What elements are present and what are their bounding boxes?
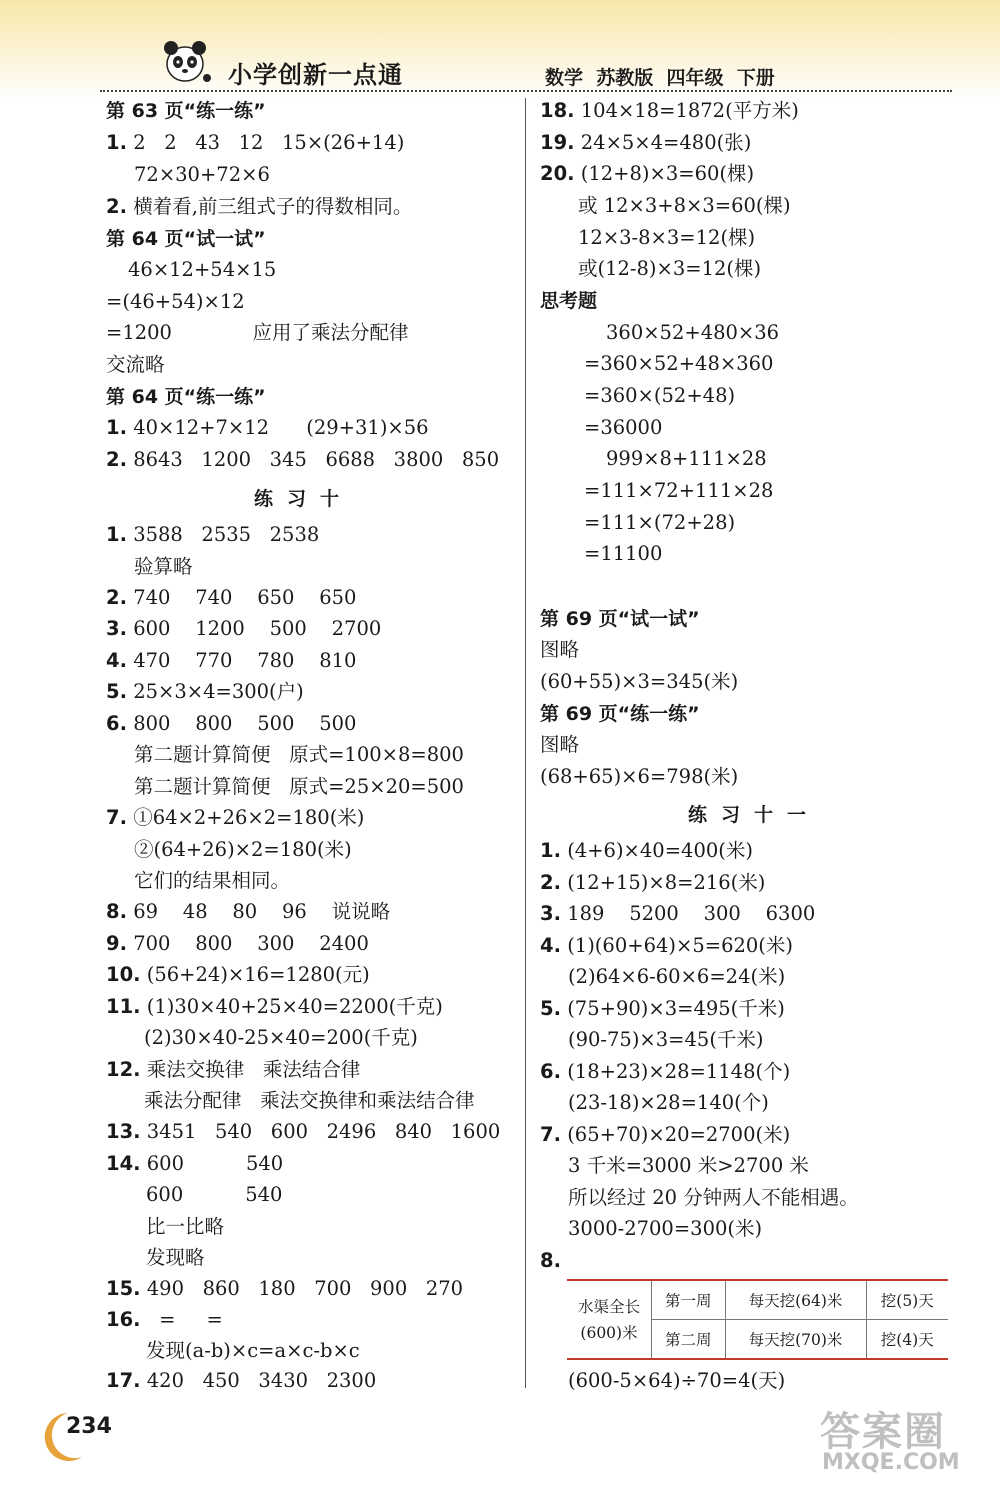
answer-line [540, 931, 793, 961]
item-number: 20. [540, 162, 575, 185]
panda-mascot-icon [155, 34, 215, 86]
section-heading: 第 64 页“试一试” [106, 228, 266, 250]
answer-line [540, 899, 815, 929]
answer-line [540, 96, 799, 126]
answer-line [106, 192, 412, 222]
answer-line [106, 1305, 223, 1335]
answer-line [106, 1055, 360, 1085]
answer-line [106, 1366, 376, 1396]
answer-line: =36000 [584, 416, 663, 439]
answer-line: =(46+54)×12 [106, 290, 245, 313]
answer-line: 发现略 [146, 1246, 205, 1269]
header-divider [100, 90, 952, 92]
answer-line [106, 445, 499, 475]
section-heading: 第 63 页“练一练” [106, 100, 266, 122]
table-cell: 每天挖(70)米 [725, 1320, 866, 1360]
answer-line: 600 540 [146, 1183, 283, 1206]
item-number: 1. [106, 523, 127, 546]
answer-line: 比一比略 [146, 1215, 225, 1238]
answer-line: =360×52+48×360 [584, 352, 774, 375]
answer-line: 72×30+72×6 [134, 163, 270, 186]
answer-line [540, 868, 765, 898]
answer-line [106, 583, 356, 613]
item-number: 6. [106, 712, 127, 735]
answer-text: 740 740 650 650 [133, 586, 357, 609]
table-cell: 第二周 [652, 1320, 726, 1360]
item-number: 2. [106, 586, 127, 609]
table-cell [567, 1280, 652, 1359]
item-number: 2. [106, 195, 127, 218]
answer-line [106, 960, 370, 990]
answer-text: 490 860 180 700 900 270 [146, 1277, 464, 1300]
answer-line [540, 128, 751, 158]
table-cell: 挖(4)天 [866, 1320, 948, 1360]
answer-text: (65+70)×20=2700(米) [567, 1123, 791, 1146]
item-number: 1. [106, 416, 127, 439]
answer-line: (60+55)×3=345(米) [540, 670, 739, 693]
answer-line [106, 803, 364, 833]
answer-text: 24×5×4=480(张) [580, 131, 752, 154]
table-cell: 每天挖(64)米 [725, 1280, 866, 1320]
answer-text: 横着看,前三组式子的得数相同。 [133, 195, 413, 218]
answer-line: 第二题计算简便 原式=100×8=800 [134, 743, 464, 766]
answer-line: (90-75)×3=45(千米) [568, 1028, 764, 1051]
answer-text: (18+23)×28=1148(个) [567, 1060, 791, 1083]
answer-text: 800 800 500 500 [133, 712, 357, 735]
header-band [0, 0, 1000, 100]
answer-line [106, 520, 319, 550]
answer-text: (12+8)×3=60(棵) [580, 162, 755, 185]
answer-text: 420 450 3430 2300 [146, 1369, 377, 1392]
answer-line: =360×(52+48) [584, 384, 736, 407]
exercise-title: 练习十一 [688, 804, 821, 826]
canal-table [567, 1279, 948, 1360]
answer-text: 600 540 [146, 1152, 284, 1175]
answer-text: 700 800 300 2400 [133, 932, 369, 955]
series-title: 小学创新一点通 [228, 61, 403, 89]
answer-line [106, 992, 443, 1022]
answer-line [106, 929, 369, 959]
answer-line [106, 897, 390, 927]
item-number: 1. [106, 131, 127, 154]
answer-line: =11100 [584, 542, 663, 565]
answer-line: =1200 应用了乘法分配律 [106, 321, 409, 344]
answer-text: (1)30×40+25×40=2200(千克) [146, 995, 443, 1018]
answer-line [106, 646, 356, 676]
answer-line: 所以经过 20 分钟两人不能相遇。 [568, 1186, 859, 1209]
section-heading: 第 64 页“练一练” [106, 386, 266, 408]
answer-text: 3451 540 600 2496 840 1600 [146, 1120, 501, 1143]
answer-text: (1)(60+64)×5=620(米) [567, 934, 794, 957]
answer-line: 第二题计算简便 原式=25×20=500 [134, 775, 464, 798]
item-number: 5. [540, 997, 561, 1020]
answer-line [106, 709, 356, 739]
item-number: 7. [106, 806, 127, 829]
item-number: 10. [106, 963, 141, 986]
answer-text: (75+90)×3=495(千米) [567, 997, 785, 1020]
item-number: 14. [106, 1152, 141, 1175]
table-row [567, 1280, 948, 1320]
answer-line: (2)30×40-25×40=200(千克) [144, 1026, 418, 1049]
item-number: 16. [106, 1308, 141, 1331]
answer-line: 交流略 [106, 353, 165, 376]
answer-text: = = [159, 1308, 223, 1331]
answer-line [106, 128, 404, 158]
watermark: 答案圈 [820, 1409, 946, 1455]
answer-line [106, 1274, 463, 1304]
item-number: 3. [540, 902, 561, 925]
section-heading: 第 69 页“练一练” [540, 703, 700, 725]
table-cell: 挖(5)天 [866, 1280, 948, 1320]
answer-line: 它们的结果相同。 [134, 869, 291, 892]
answer-line [540, 159, 754, 189]
answer-text: 8643 1200 345 6688 3800 850 [133, 448, 500, 471]
item-number: 7. [540, 1123, 561, 1146]
answer-line [106, 1149, 283, 1179]
answer-line [540, 836, 753, 866]
answer-line: ②(64+26)×2=180(米) [134, 838, 352, 861]
item-number: 13. [106, 1120, 141, 1143]
answer-text: 600 1200 500 2700 [133, 617, 382, 640]
canal-length-label: 水渠全长 [577, 1297, 640, 1316]
answer-text: (56+24)×16=1280(元) [146, 963, 370, 986]
answer-line: (23-18)×28=140(个) [568, 1091, 769, 1114]
answer-line: 或(12-8)×3=12(棵) [578, 257, 762, 280]
item-number: 11. [106, 995, 141, 1018]
answer-text: ①64×2+26×2=180(米) [133, 806, 365, 829]
answer-line: 乘法分配律 乘法交换律和乘法结合律 [144, 1089, 475, 1112]
answer-line [106, 413, 429, 443]
answer-line: 3000-2700=300(米) [568, 1217, 763, 1240]
section-heading: 第 69 页“试一试” [540, 608, 700, 630]
item-number: 9. [106, 932, 127, 955]
answer-line: 999×8+111×28 [606, 447, 767, 470]
answer-line: (2)64×6-60×6=24(米) [568, 965, 786, 988]
answer-line [106, 614, 381, 644]
exercise-title: 练习十 [254, 488, 354, 510]
answer-line: =111×72+111×28 [584, 479, 774, 502]
answer-text: 40×12+7×12 (29+31)×56 [133, 416, 429, 439]
item-number: 5. [106, 680, 127, 703]
item-number: 2. [106, 448, 127, 471]
answer-line [540, 1120, 790, 1150]
answer-line [106, 1117, 500, 1147]
canal-length-value: (600)米 [580, 1323, 638, 1342]
answer-line: =111×(72+28) [584, 511, 736, 534]
answer-line [540, 994, 785, 1024]
item-number: 18. [540, 99, 575, 122]
book-info: 数学 苏教版 四年级 下册 [545, 67, 775, 89]
answer-line [540, 1246, 561, 1276]
table-cell: 第一周 [652, 1280, 726, 1320]
answer-line: 发现(a-b)×c=a×c-b×c [146, 1339, 360, 1362]
answer-line: 验算略 [134, 555, 193, 578]
item-number: 2. [540, 871, 561, 894]
item-number: 1. [540, 839, 561, 862]
answer-text: (4+6)×40=400(米) [567, 839, 753, 862]
column-divider [525, 98, 526, 1388]
answer-line: (68+65)×6=798(米) [540, 765, 739, 788]
page-number: 234 [66, 1414, 112, 1439]
answer-text: 189 5200 300 6300 [567, 902, 816, 925]
answer-text: 470 770 780 810 [133, 649, 357, 672]
answer-line: 或 12×3+8×3=60(棵) [578, 194, 791, 217]
section-heading: 思考题 [540, 290, 598, 312]
item-number: 6. [540, 1060, 561, 1083]
answer-line: 3 千米=3000 米>2700 米 [568, 1154, 809, 1177]
answer-text: 104×18=1872(平方米) [580, 99, 799, 122]
answer-line: 图略 [540, 733, 580, 756]
answer-line [106, 677, 304, 707]
answer-line: 46×12+54×15 [128, 258, 277, 281]
answer-text: 乘法交换律 乘法结合律 [146, 1058, 361, 1081]
answer-text: (12+15)×8=216(米) [567, 871, 766, 894]
answer-line: (600-5×64)÷70=4(天) [568, 1369, 786, 1392]
answer-text: 25×3×4=300(户) [133, 680, 304, 703]
answer-text: 3588 2535 2538 [133, 523, 320, 546]
item-number: 8. [106, 900, 127, 923]
item-number: 4. [540, 934, 561, 957]
item-number: 3. [106, 617, 127, 640]
item-number: 4. [106, 649, 127, 672]
item-number: 8. [540, 1249, 561, 1272]
answer-text: 2 2 43 12 15×(26+14) [133, 131, 405, 154]
answer-line: 图略 [540, 638, 580, 661]
answer-line: 12×3-8×3=12(棵) [578, 226, 756, 249]
item-number: 17. [106, 1369, 141, 1392]
item-number: 15. [106, 1277, 141, 1300]
answer-line: 360×52+480×36 [606, 321, 780, 344]
answer-text: 69 48 80 96 说说略 [133, 900, 391, 923]
item-number: 19. [540, 131, 575, 154]
answer-line [540, 1057, 790, 1087]
item-number: 12. [106, 1058, 141, 1081]
watermark-url: MXQE.COM [822, 1450, 960, 1475]
